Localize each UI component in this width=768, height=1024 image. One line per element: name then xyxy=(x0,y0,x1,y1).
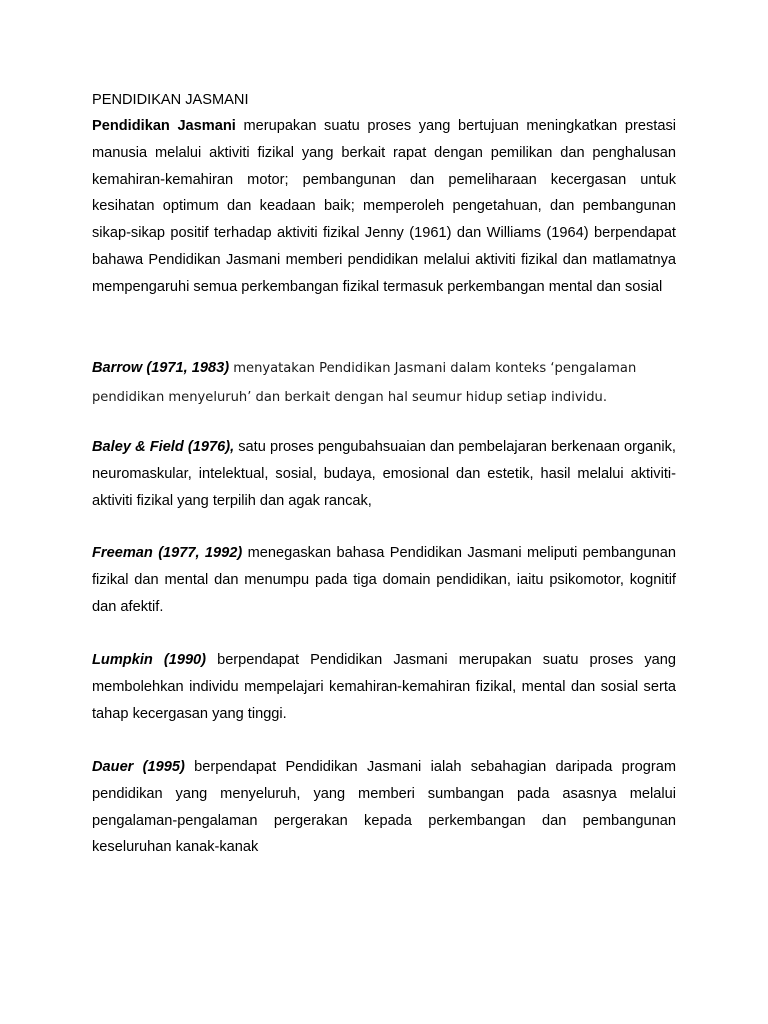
paragraph-lead-citation: Freeman (1977, 1992) xyxy=(92,545,243,561)
paragraph-body-text: merupakan suatu proses yang bertujuan meningkatkan prestasi manusia melalui aktiviti fizikal yang berkait rapat dengan pemilikan dan penghalusan kemahiran-kemahiran motor; pembangunan dan pemeliharaan kecergasan untuk kesihatan optimum dan keadaan baik; memperoleh pengetahuan, dan pembangunan sikap-sikap positif terhadap aktiviti fizikal Jenny (1961) dan Williams (1964) berpendapat bahawa Pendidikan Jasmani memberi pendidikan melalui aktiviti fizikal dan matlamatnya mempengaruhi semua perkembangan fizikal termasuk perkembangan mental dan sosial xyxy=(92,118,676,295)
paragraph-body-text: satu proses pengubahsuaian dan pembelajaran berkenaan organik, neuromaskular, intelektual, sosial, budaya, emosional dan estetik, hasil melalui aktiviti-aktiviti fizikal yang terpilih dan agak rancak, xyxy=(92,439,676,509)
paragraph-lead-citation: Barrow (1971, 1983) xyxy=(92,360,230,376)
paragraph-lumpkin xyxy=(92,647,676,727)
paragraph-baley-field xyxy=(92,434,676,514)
paragraph-body-text: berpendapat Pendidikan Jasmani ialah sebahagian daripada program pendidikan yang menyeluruh, yang memberi sumbangan pada asasnya melalui pengalaman-pengalaman pergerakan kepada perkembangan dan pembangunan keseluruhan kanak-kanak xyxy=(92,759,676,856)
paragraph-dauer xyxy=(92,754,676,861)
paragraph-lead-citation: Lumpkin (1990) xyxy=(92,652,207,668)
document-title: PENDIDIKAN JASMANI xyxy=(92,92,249,108)
paragraph-body-text: berpendapat Pendidikan Jasmani merupakan suatu proses yang membolehkan individu mempelajari kemahiran-kemahiran fizikal, mental dan sosial serta tahap kecergasan yang tinggi. xyxy=(92,652,676,722)
paragraph-lead-term: Pendidikan Jasmani xyxy=(92,118,236,134)
paragraph-freeman xyxy=(92,540,676,620)
paragraph-lead-citation: Dauer (1995) xyxy=(92,759,185,775)
paragraph-lead-citation: Baley & Field (1976), xyxy=(92,439,235,455)
paragraph-intro xyxy=(92,113,676,301)
paragraph-body-text: menegaskan bahasa Pendidikan Jasmani meliputi pembangunan fizikal dan mental dan menumpu pada tiga domain pendidikan, iaitu psikomotor, kognitif dan afektif. xyxy=(92,545,676,615)
paragraph-barrow xyxy=(92,354,676,412)
paragraph-body-text: menyatakan Pendidikan Jasmani dalam konteks ‘pengalaman pendidikan menyeluruh’ dan berkait dengan hal seumur hidup setiap individu. xyxy=(92,361,637,405)
